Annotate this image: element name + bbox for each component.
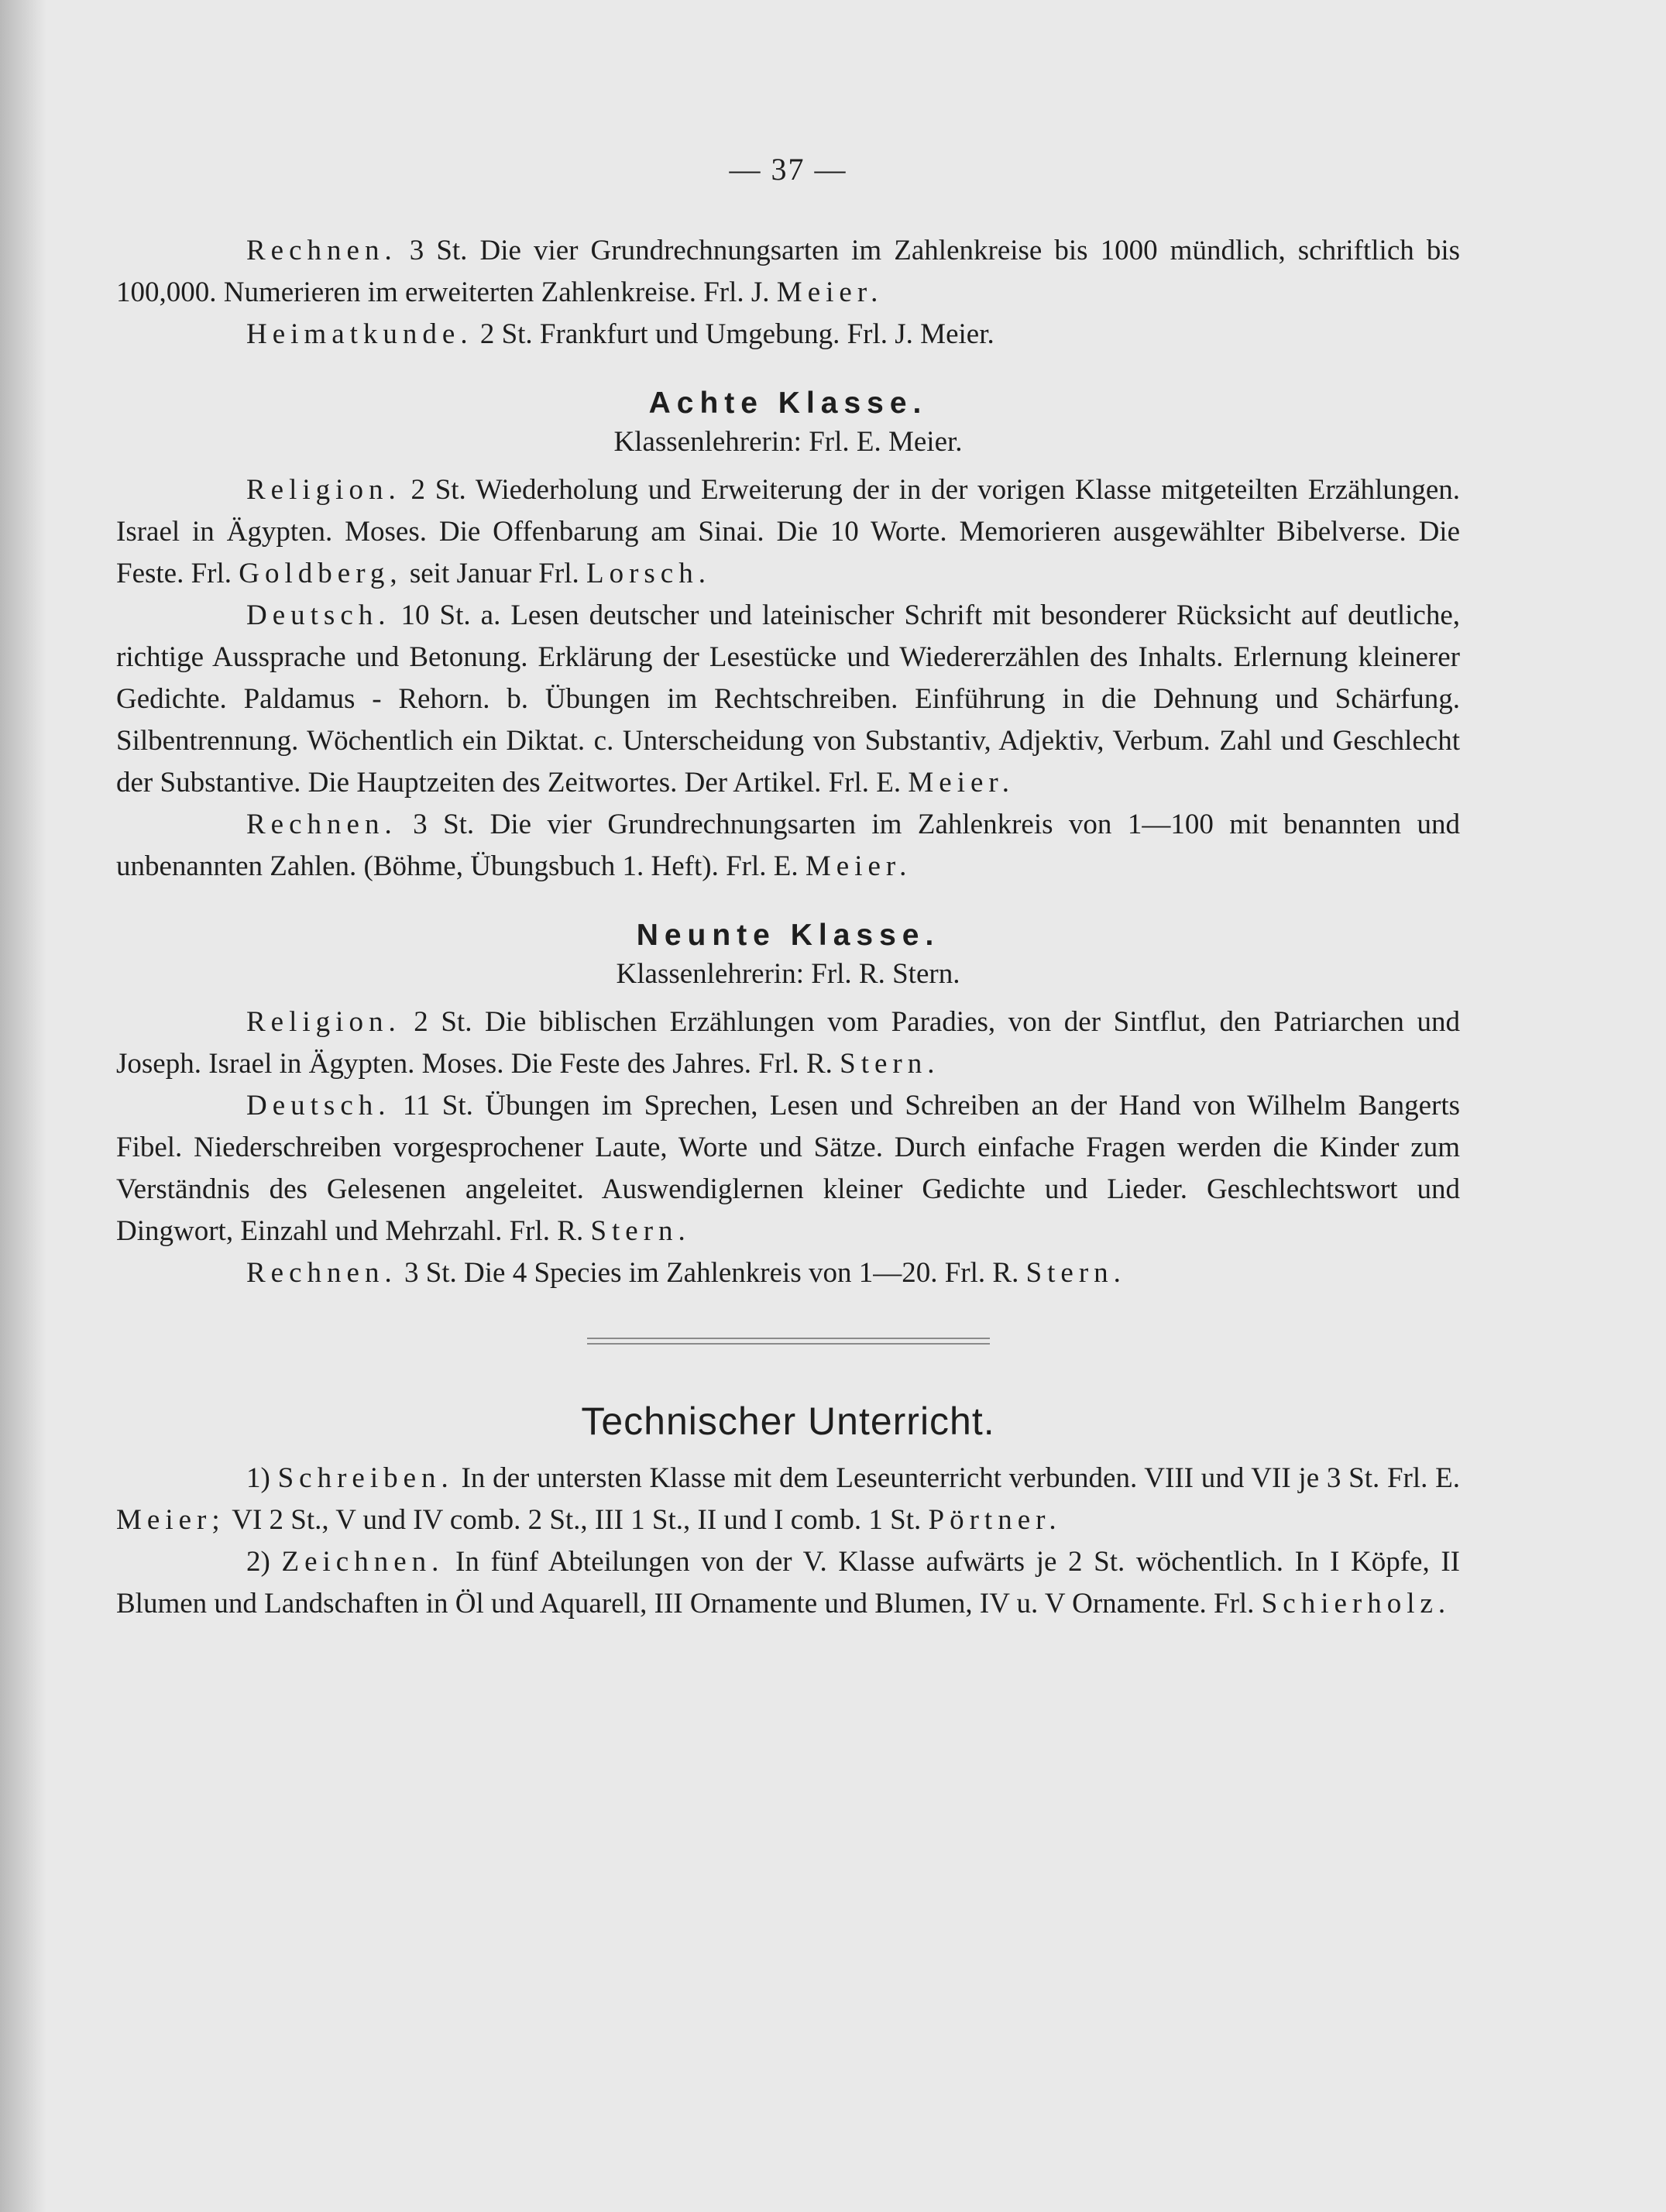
neunte-rechnen-entry <box>116 1252 1460 1294</box>
entry-number: 1) <box>246 1462 270 1494</box>
entry-text: 3 St. Die 4 Species im Zahlenkreis von 1—20. Frl. R. <box>404 1257 1019 1289</box>
entry-subject: Rechnen. <box>246 809 397 840</box>
entry-text: 3 St. Die vier Grundrechnungsarten im Zahlenkreise bis 1000 mündlich, schriftlich bis 100,000. Numerieren im erweiterten Zahlenkreise. Frl. J. <box>116 235 1460 308</box>
zeichnen-entry <box>116 1541 1460 1625</box>
teacher-label: Klassenlehrerin: <box>613 426 802 458</box>
entry-teacher: Goldberg, <box>239 558 403 589</box>
entry-text: 2 St. Frankfurt und Umgebung. Frl. J. Meier. <box>479 318 994 350</box>
entry-text: 10 St. a. Lesen deutscher und lateinischer Schrift mit besonderer Rücksicht auf deutliche, richtige Aussprache und Betonung. Erklärung der Lesestücke und Wiedererzählen des Inhalts. Erlernung kleinerer Gedichte. Paldamus - Rehorn. b. Übungen im Rechtschreiben. Einführung in die Dehnung und Schärfung. Silbentrennung. Wöchentlich ein Diktat. c. Unterscheidung von Substantiv, Adjektiv, Verbum. Zahl und Geschlecht der Substantive. Die Hauptzeiten des Zeitwortes. Der Artikel. Frl. E. <box>116 599 1460 799</box>
achte-rechnen-entry <box>116 804 1460 888</box>
entry-text-continued: VI 2 St., V und IV comb. 2 St., III 1 St., II und I comb. 1 St. <box>232 1504 922 1536</box>
achte-klasse-teacher <box>116 425 1460 459</box>
page-number: — 37 — <box>729 152 847 187</box>
entry-subject: Rechnen. <box>246 235 397 266</box>
entry-text: 2 St. Die biblischen Erzählungen vom Paradies, von der Sintflut, den Patriarchen und Joseph. Israel in Ägypten. Moses. Die Feste des Jahres. Frl. R. <box>116 1006 1460 1080</box>
technischer-unterricht-title: Technischer Unterricht. <box>581 1400 995 1443</box>
entry-text: In der untersten Klasse mit dem Leseunterricht verbunden. VIII und VII je 3 St. Frl. E. <box>461 1462 1461 1494</box>
teacher-name: Frl. R. Stern. <box>811 958 960 990</box>
entry-subject: Deutsch. <box>246 599 391 631</box>
entry-teacher: Stern. <box>840 1048 940 1080</box>
entry-teacher: Meier. <box>908 767 1015 799</box>
neunte-klasse-heading: Neunte Klasse. <box>636 919 940 952</box>
entry-teacher: Stern. <box>590 1215 691 1247</box>
entry-teacher-secondary: Pörtner. <box>928 1504 1062 1536</box>
entry-subject: Schreiben. <box>277 1462 454 1494</box>
entry-teacher-secondary: Lorsch. <box>586 558 711 589</box>
entry-text: 11 St. Übungen im Sprechen, Lesen und Schreiben an der Hand von Wilhelm Bangerts Fibel. Niederschreiben vorgesprochener Laute, Worte und Sätze. Durch einfache Fragen werden die Kinder zum Verständnis des Gelesenen angeleitet. Auswendiglernen kleiner Gedichte und Lieder. Geschlechtswort und Dingwort, Einzahl und Mehrzahl. Frl. R. <box>116 1090 1460 1247</box>
entry-teacher: Schierholz. <box>1261 1588 1451 1620</box>
teacher-name: Frl. E. Meier. <box>809 426 963 458</box>
entry-teacher: Meier; <box>116 1504 225 1536</box>
neunte-klasse-teacher <box>116 957 1460 991</box>
section-divider <box>587 1338 990 1345</box>
achte-religion-entry <box>116 469 1460 595</box>
entry-subject: Deutsch. <box>246 1090 391 1121</box>
entry-subject: Rechnen. <box>246 1257 397 1289</box>
entry-subject: Heimatkunde. <box>246 318 473 350</box>
entry-teacher: Meier. <box>805 850 912 882</box>
entry-teacher: Stern. <box>1025 1257 1126 1289</box>
entry-rechnen-top <box>116 230 1460 314</box>
page-content <box>116 151 1460 1625</box>
achte-klasse-heading: Achte Klasse. <box>648 386 928 420</box>
entry-number: 2) <box>246 1546 270 1578</box>
entry-heimatkunde <box>116 314 1460 356</box>
page-binding-shadow <box>0 0 46 2212</box>
schreiben-entry <box>116 1458 1460 1541</box>
neunte-deutsch-entry <box>116 1085 1460 1252</box>
entry-text: 3 St. Die vier Grundrechnungsarten im Zahlenkreis von 1—100 mit benannten und unbenannten Zahlen. (Böhme, Übungsbuch 1. Heft). Frl. E. <box>116 809 1461 882</box>
entry-text-continued: seit Januar Frl. <box>409 558 579 589</box>
teacher-label: Klassenlehrerin: <box>616 958 804 990</box>
entry-text: 2 St. Wiederholung und Erweiterung der in der vorigen Klasse mitgeteilten Erzählungen. Israel in Ägypten. Moses. Die Offenbarung am Sinai. Die 10 Worte. Memorieren ausgewählter Bibelverse. Die Feste. Frl. <box>116 474 1460 589</box>
achte-deutsch-entry <box>116 595 1460 804</box>
entry-subject: Zeichnen. <box>281 1546 445 1578</box>
neunte-religion-entry <box>116 1001 1460 1085</box>
entry-text: In fünf Abteilungen von der V. Klasse aufwärts je 2 St. wöchentlich. In I Köpfe, II Blumen und Landschaften in Öl und Aquarell, III Ornamente und Blumen, IV u. V Ornamente. Frl. <box>116 1546 1461 1620</box>
entry-subject: Religion. <box>246 1006 401 1038</box>
entry-teacher: Meier. <box>776 276 884 308</box>
entry-subject: Religion. <box>246 474 401 506</box>
